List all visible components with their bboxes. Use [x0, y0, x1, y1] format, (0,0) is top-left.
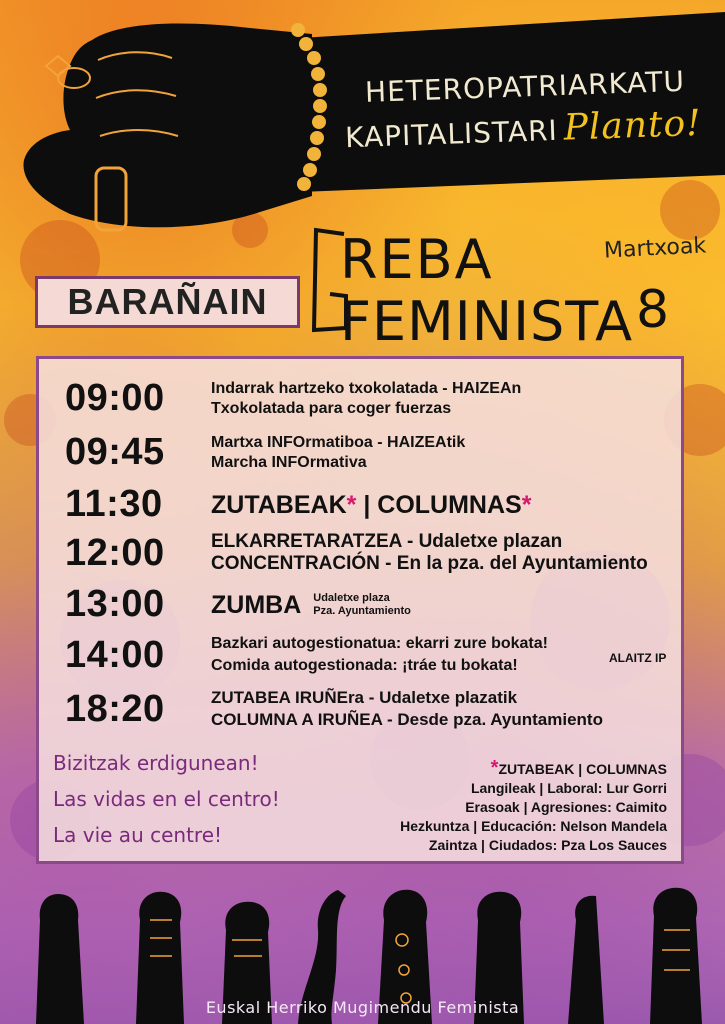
- strike-title: [310, 222, 634, 362]
- schedule-row: [65, 377, 665, 420]
- town-box: [35, 276, 300, 328]
- asterisk-1: *: [346, 490, 357, 519]
- event-line-2: Marcha INFOrmativa: [211, 453, 367, 471]
- event-columns-eu: ZUTABEAK: [211, 490, 347, 519]
- strike-word-1: REBA: [340, 228, 494, 291]
- handwritten-line: Las vidas en el centro!: [53, 787, 280, 811]
- time: 09:00: [65, 377, 165, 419]
- event-description: [211, 633, 548, 677]
- event-line-2: COLUMNA A IRUÑEA - Desde pza. Ayuntamiento: [211, 710, 603, 729]
- event-line-2: Txokolatada para coger fuerzas: [211, 399, 452, 417]
- slogan-line-2: [344, 103, 705, 157]
- schedule-row: [65, 687, 665, 731]
- location-note-1: Udaletxe plaza: [313, 591, 390, 604]
- event-line-2: CONCENTRACIÓN - En la pza. del Ayuntamiento: [211, 553, 648, 574]
- time: 14:00: [65, 633, 165, 676]
- event-title: ZUMBA: [211, 590, 302, 619]
- schedule-row: [65, 483, 665, 526]
- event-description: [211, 379, 521, 419]
- event-description: [211, 490, 531, 520]
- handwritten-line: La vie au centre!: [53, 823, 223, 847]
- time: 09:45: [65, 431, 165, 473]
- schedule-row: [65, 633, 665, 677]
- handwritten-slogans: [53, 745, 280, 853]
- column-item: Zaintza | Ciudados: Pza Los Sauces: [428, 837, 667, 853]
- date-month: Martxoak: [603, 233, 707, 264]
- event-line-1: ZUTABEA IRUÑEra - Udaletxe plazatik: [211, 688, 518, 707]
- time: 18:20: [65, 687, 165, 730]
- schedule-row: [65, 431, 665, 474]
- event-line-1: Indarrak hartzeko txokolatada - HAIZEAn: [211, 379, 522, 397]
- time: 13:00: [65, 583, 165, 625]
- columns-heading: [400, 759, 667, 779]
- slogan-accent: Planto!: [562, 102, 703, 149]
- columns-title: ZUTABEAK | COLUMNAS: [498, 761, 667, 777]
- event-line-1: ELKARRETARATZEA - Udaletxe plazan: [211, 531, 563, 552]
- handwritten-line: Bizitzak erdigunean!: [53, 751, 259, 775]
- slogan: [344, 64, 705, 155]
- column-item: Hezkuntza | Educación: Nelson Mandela: [400, 818, 667, 834]
- event-line-1: Martxa INFOrmatiboa - HAIZEAtik: [211, 433, 466, 451]
- event-description: [211, 687, 603, 731]
- footer-credit: Euskal Herriko Mugimendu Feminista: [205, 998, 520, 1017]
- event-line-2: Comida autogestionada: ¡tráe tu bokata!: [211, 657, 518, 674]
- schedule-row: [65, 583, 665, 626]
- slogan-line-1: HETEROPATRIARKATU: [364, 64, 686, 109]
- column-item: Langileak | Laboral: Lur Gorri: [470, 780, 667, 796]
- time: 12:00: [65, 531, 165, 574]
- event-line-1: Bazkari autogestionatua: ekarri zure bokata!: [211, 635, 548, 652]
- columns-list: [400, 759, 667, 855]
- town-name: BARAÑAIN: [67, 281, 268, 322]
- asterisk-2: *: [521, 490, 532, 519]
- event-description: [211, 531, 648, 575]
- asterisk: *: [490, 757, 499, 779]
- schedule-row: [65, 531, 665, 575]
- separator: |: [356, 490, 378, 519]
- event-description: [211, 433, 465, 473]
- event-location-note: [313, 592, 411, 618]
- schedule-box: [36, 356, 684, 864]
- slogan-line-2-text: KAPITALISTARI: [344, 113, 559, 155]
- strike-word-2: FEMINISTA: [340, 290, 634, 353]
- time: 11:30: [65, 483, 163, 525]
- date-day: 8: [636, 280, 670, 340]
- event-columns-es: COLUMNAS: [377, 490, 522, 519]
- column-item: Erasoak | Agresiones: Caimito: [465, 799, 667, 815]
- location-note-2: Pza. Ayuntamiento: [313, 604, 411, 617]
- artist-tag: ALAITZ IP: [609, 651, 667, 665]
